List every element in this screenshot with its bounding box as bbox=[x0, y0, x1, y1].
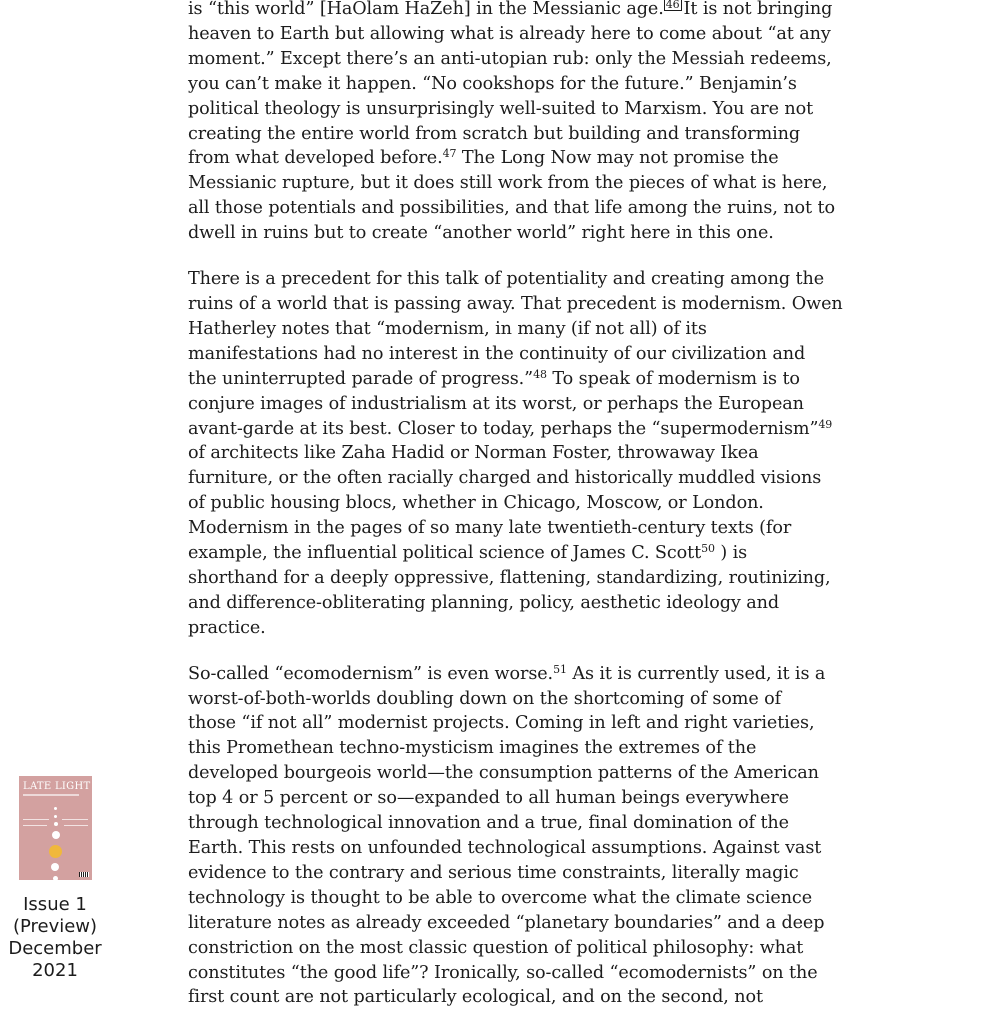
footnote-ref-49[interactable]: 49 bbox=[818, 417, 833, 431]
text-line: shorthand for a deeply oppressive, flattening, standardizing, routinizing, bbox=[188, 567, 831, 588]
text-span: The Long Now may not promise the bbox=[456, 148, 779, 169]
text-line: you can’t make it happen. “No cookshops for the future.” Benjamin’s bbox=[188, 73, 797, 94]
cover-subtitle-line bbox=[23, 794, 79, 796]
text-line: those “if not all” modernist projects. Coming in left and right varieties, bbox=[188, 713, 815, 734]
text-line: conjure images of industrialism at its worst, or perhaps the European bbox=[188, 393, 804, 414]
text-span: is “this world” [HaOlam HaZeh] in the Messianic age. bbox=[188, 0, 664, 19]
article-body bbox=[188, 0, 843, 1031]
text-span: avant-garde at its best. Closer to today, perhaps the “supermodernism” bbox=[188, 418, 819, 439]
issue-number: Issue 1 bbox=[23, 894, 87, 915]
text-span: To speak of modernism is to bbox=[546, 368, 800, 389]
text-line: literature notes as already exceeded “planetary boundaries” and a deep bbox=[188, 912, 825, 933]
text-line: of public housing blocs, whether in Chicago, Moscow, or London. bbox=[188, 493, 764, 514]
issue-cover-thumbnail[interactable] bbox=[19, 776, 92, 880]
text-line: There is a precedent for this talk of potentiality and creating among the bbox=[188, 269, 825, 290]
text-line: practice. bbox=[188, 617, 266, 638]
text-line bbox=[188, 146, 818, 171]
text-line bbox=[188, 417, 833, 442]
text-span: ) is bbox=[714, 543, 748, 564]
text-line: manifestations had no interest in the continuity of our civilization and bbox=[188, 343, 806, 364]
text-line: creating the entire world from scratch but building and transforming bbox=[188, 123, 801, 144]
issue-status: (Preview) bbox=[12, 916, 98, 937]
text-line: Messianic rupture, but it does still work from the pieces of what is here, bbox=[188, 173, 828, 194]
issue-month: December bbox=[8, 938, 102, 959]
text-line: Hatherley notes that “modernism, in many (if not all) of its bbox=[188, 318, 707, 339]
text-line: constitutes “the good life”? Ironically, so-called “ecomodernists” on the bbox=[188, 962, 818, 983]
text-line: Modernism in the pages of so many late twentieth-century texts (for bbox=[188, 518, 792, 539]
text-line: and difference-obliterating planning, policy, aesthetic ideology and bbox=[188, 592, 780, 613]
footnote-ref-50[interactable]: 50 bbox=[701, 542, 715, 556]
text-span: example, the influential political science of James C. Scott bbox=[188, 543, 702, 564]
text-line: top 4 or 5 percent or so—expanded to all human beings everywhere bbox=[188, 788, 789, 809]
text-line: constriction on the most classic question of political philosophy: what bbox=[188, 937, 804, 958]
cover-text-line bbox=[23, 825, 47, 826]
text-line bbox=[188, 367, 818, 392]
text-line bbox=[188, 0, 833, 22]
paragraph-3 bbox=[188, 662, 826, 1011]
text-line: worst-of-both-worlds doubling down on the shortcoming of some of bbox=[188, 688, 782, 709]
text-line: political theology is unsurprisingly well-suited to Marxism. You are not bbox=[188, 98, 814, 119]
text-line: this Promethean techno-mysticism imagines the extremes of the bbox=[188, 738, 757, 759]
cover-dot bbox=[51, 863, 59, 871]
footnote-ref-51[interactable]: 51 bbox=[553, 662, 567, 676]
text-line: ruins of a world that is passing away. That precedent is modernism. Owen bbox=[188, 293, 843, 314]
cover-dot bbox=[54, 807, 57, 810]
text-line: moment.” Except there’s an anti-utopian rub: only the Messiah redeems, bbox=[188, 48, 832, 69]
text-line: of architects like Zaha Hadid or Norman Foster, throwaway Ikea bbox=[188, 443, 759, 464]
text-span: It is not bringing bbox=[683, 0, 833, 19]
footnote-ref-47[interactable]: 47 bbox=[442, 147, 457, 161]
issue-year: 2021 bbox=[32, 960, 78, 981]
text-line: Earth. This rests on unfounded technological assumptions. Against vast bbox=[188, 838, 822, 858]
text-span: the uninterrupted parade of progress.” bbox=[188, 368, 534, 389]
text-line: evidence to the contrary and serious time constraints, literally magic bbox=[188, 862, 799, 883]
text-line: developed bourgeois world—the consumption patterns of the American bbox=[188, 763, 819, 784]
issue-label bbox=[0, 894, 110, 982]
cover-text-line bbox=[23, 819, 49, 820]
cover-dot bbox=[54, 822, 58, 826]
text-line: dwell in ruins but to create “another world” right here in this one. bbox=[188, 223, 774, 244]
cover-text-line bbox=[64, 825, 88, 826]
text-line: furniture, or the often racially charged and historically muddled visions bbox=[188, 468, 822, 489]
text-line: heaven to Earth but allowing what is already here to come about “at any bbox=[188, 23, 831, 44]
text-line: all those potentials and possibilities, and that life among the ruins, not to bbox=[188, 198, 835, 219]
text-span: from what developed before. bbox=[188, 148, 443, 169]
paragraph-1 bbox=[188, 0, 835, 246]
barcode-icon bbox=[79, 872, 89, 877]
text-line bbox=[188, 541, 818, 566]
footnote-ref-48[interactable]: 48 bbox=[533, 367, 547, 381]
paragraph-2 bbox=[188, 267, 843, 641]
cover-sun bbox=[49, 845, 62, 858]
text-span: So-called “ecomodernism” is even worse. bbox=[188, 663, 554, 684]
text-line: first count are not particularly ecological, and on the second, not bbox=[188, 987, 763, 1008]
text-line bbox=[188, 662, 826, 687]
cover-dot bbox=[53, 876, 58, 880]
cover-title: LATE LIGHT bbox=[23, 781, 91, 792]
text-line: through technological innovation and a true, final domination of the bbox=[188, 813, 789, 834]
text-line: technology is thought to be able to overcome what the climate science bbox=[188, 887, 813, 908]
text-span: As it is currently used, it is a bbox=[566, 663, 826, 684]
cover-dot bbox=[54, 815, 57, 818]
cover-dot bbox=[52, 831, 60, 839]
cover-text-line bbox=[62, 819, 88, 820]
footnote-link-46[interactable]: 46 bbox=[665, 0, 680, 11]
